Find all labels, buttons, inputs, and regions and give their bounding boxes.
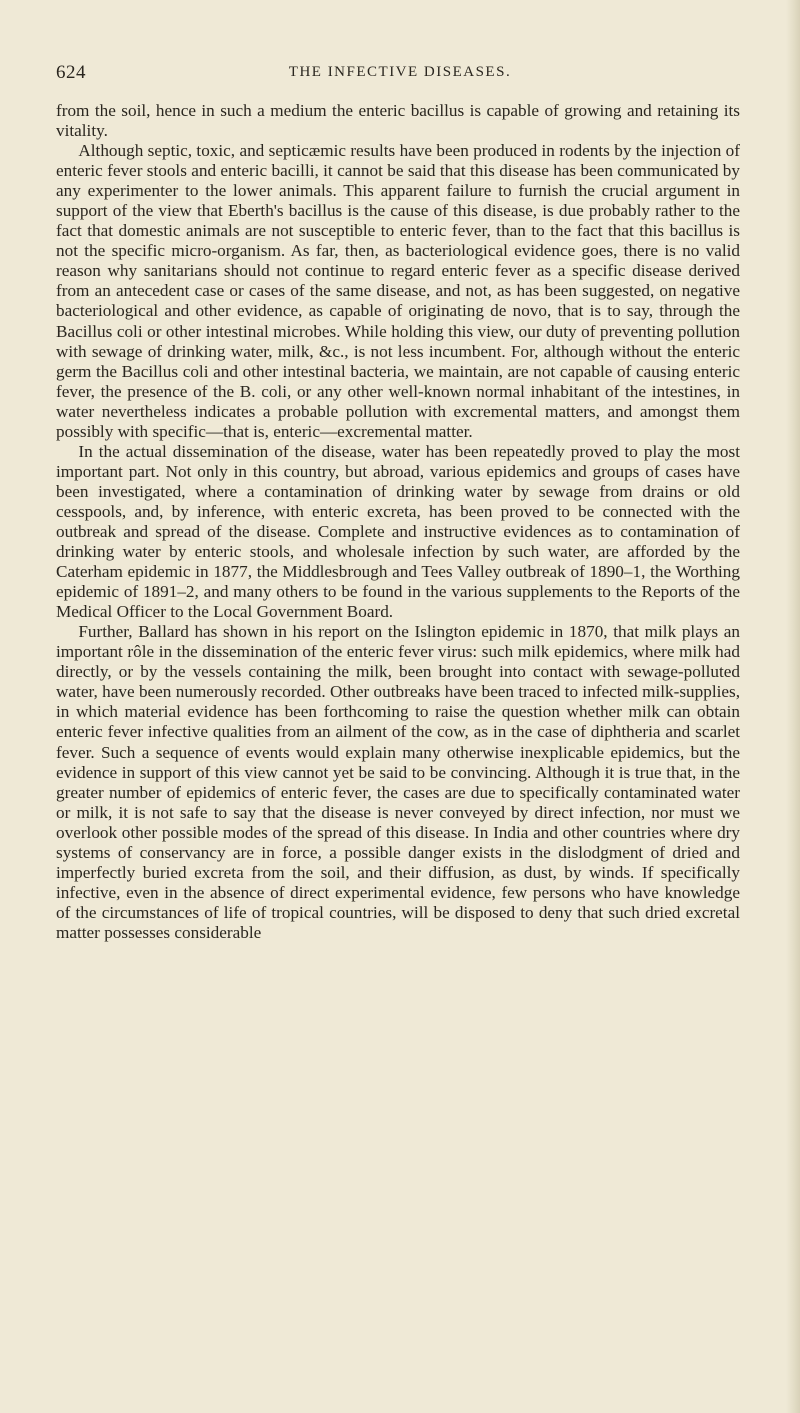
paragraph-2: Although septic, toxic, and septicæmic results have been produced in rodents by the injection of enteric fever stools and enteric bacilli, it cannot be said that this disease has been communicated by any experimenter to the lower animals. This apparent failure to furnish the crucial argument in support of the view that Eberth's bacillus is the cause of this disease, is due probably rather to the fact that domestic animals are not susceptible to enteric fever, than to the fact that this bacillus is not the specific micro-organism. As far, then, as bacteriological evidence goes, there is no valid reason why sanitarians should not continue to regard enteric fever as a specific disease derived from an antecedent case or cases of the same disease, and not, as has been suggested, on negative bacteriological and other evidence, as capable of originating de novo, that is to say, through the Bacillus coli or other intestinal microbes. While holding this view, our duty of preventing pollution with sewage of drinking water, milk, &c., is not less incumbent. For, although without the enteric germ the Bacillus coli and other intestinal bacteria, we maintain, are not capable of causing enteric fever, the presence of the B. coli, or any other well-known normal inhabitant of the intestines, in water nevertheless indicates a probable pollution with excremental matters, and amongst them possibly with specific—that is, enteric—excremental matter. — [56, 141, 740, 441]
page-edge-shadow — [786, 0, 800, 1413]
paragraph-4: Further, Ballard has shown in his report on the Islington epidemic in 1870, that milk plays an important rôle in the dissemination of the enteric fever virus: such milk epidemics, where milk had directly, or by the vessels containing the milk, been brought into contact with sewage-polluted water, have been numerously recorded. Other outbreaks have been traced to infected milk-supplies, in which material evidence has been forthcoming to raise the question whether milk can obtain enteric fever infective qualities from an ailment of the cow, as in the case of diphtheria and scarlet fever. Such a sequence of events would explain many otherwise inexplicable epidemics, but the evidence in support of this view cannot yet be said to be convincing. Although it is true that, in the greater number of epidemics of enteric fever, the cases are due to specifically contaminated water or milk, it is not safe to say that the disease is never conveyed by direct infection, nor must we overlook other possible modes of the spread of this disease. In India and other countries where dry systems of conservancy are in force, a possible danger exists in the dislodgment of dried and imperfectly buried excreta from the soil, and their diffusion, as dust, by winds. If specifically infective, even in the absence of direct experimental evidence, few persons who have knowledge of the circumstances of life of tropical countries, will be disposed to deny that such dried excretal matter possesses considerable — [56, 622, 740, 942]
page-header — [56, 62, 744, 84]
body-text — [56, 101, 740, 943]
paragraph-3: In the actual dissemination of the disease, water has been repeatedly proved to play the most important part. Not only in this country, but abroad, various epidemics and groups of cases have been investigated, where a contamination of drinking water by sewage from drains or old cesspools, and, by inference, with enteric excreta, has been proved to be connected with the outbreak and spread of the disease. Complete and instructive evidences as to contamination of drinking water by enteric stools, and wholesale infection by such water, are afforded by the Caterham epidemic in 1877, the Middlesbrough and Tees Valley outbreak of 1890–1, the Worthing epidemic of 1891–2, and many others to be found in the various supplements to the Reports of the Medical Officer to the Local Government Board. — [56, 441, 740, 622]
paragraph-1: from the soil, hence in such a medium the enteric bacillus is capable of growing and retaining its vitality. — [56, 101, 740, 141]
running-title: THE INFECTIVE DISEASES. — [288, 64, 512, 80]
page-number: 624 — [56, 62, 86, 83]
